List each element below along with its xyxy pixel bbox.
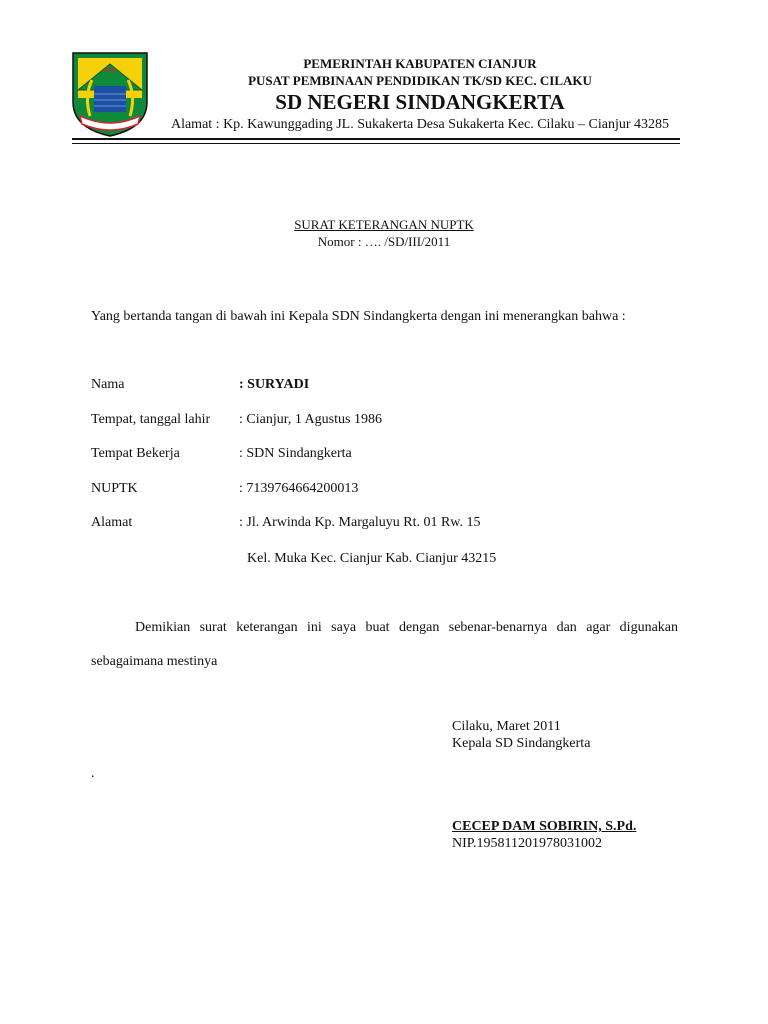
signature-name: CECEP DAM SOBIRIN, S.Pd. [452, 819, 637, 834]
signature-place-date: Cilaku, Maret 2011 [452, 719, 561, 734]
field-value-address-line2: Kel. Muka Kec. Cianjur Kab. Cianjur 43215 [247, 551, 497, 566]
closing-paragraph-line2: sebagaimana mestinya [91, 654, 218, 669]
field-value-address: : Jl. Arwinda Kp. Margaluyu Rt. 01 Rw. 15 [239, 515, 481, 530]
field-label-address: Alamat [91, 515, 133, 530]
field-value-birth: : Cianjur, 1 Agustus 1986 [239, 412, 382, 427]
field-label-birth: Tempat, tanggal lahir [91, 412, 211, 427]
intro-text: Yang bertanda tangan di bawah ini Kepala SDN Sindangkerta dengan ini menerangkan bahwa : [91, 309, 626, 324]
closing-paragraph-line1: Demikian surat keterangan ini saya buat dengan sebenar-benarnya dan agar digunakan [135, 620, 678, 635]
header-address: Alamat : Kp. Kawunggading JL. Sukakerta Desa Sukakerta Kec. Cilaku – Cianjur 43285 [170, 117, 670, 132]
field-label-nuptk: NUPTK [91, 481, 138, 496]
letter-number: Nomor : …. /SD/III/2011 [317, 234, 451, 249]
signature-nip: NIP.195811201978031002 [452, 836, 602, 851]
stray-dot: . [91, 766, 95, 781]
header-education-center: PUSAT PEMBINAAN PENDIDIKAN TK/SD KEC. CILAKU [248, 73, 592, 88]
letter-title: SURAT KETERANGAN NUPTK [294, 217, 474, 232]
signature-position: Kepala SD Sindangkerta [452, 736, 591, 751]
field-value-name: : SURYADI [239, 377, 310, 392]
field-value-nuptk: : 7139764664200013 [239, 481, 359, 496]
field-label-workplace: Tempat Bekerja [91, 446, 180, 461]
cianjur-regency-logo [70, 50, 150, 138]
header-government: PEMERINTAH KABUPATEN CIANJUR [303, 56, 537, 71]
field-label-name: Nama [91, 377, 125, 392]
field-value-workplace: : SDN Sindangkerta [239, 446, 352, 461]
header-rule-thick [72, 138, 680, 140]
header-school-name: SD NEGERI SINDANGKERTA [275, 90, 565, 114]
header-rule-thin [72, 143, 680, 144]
